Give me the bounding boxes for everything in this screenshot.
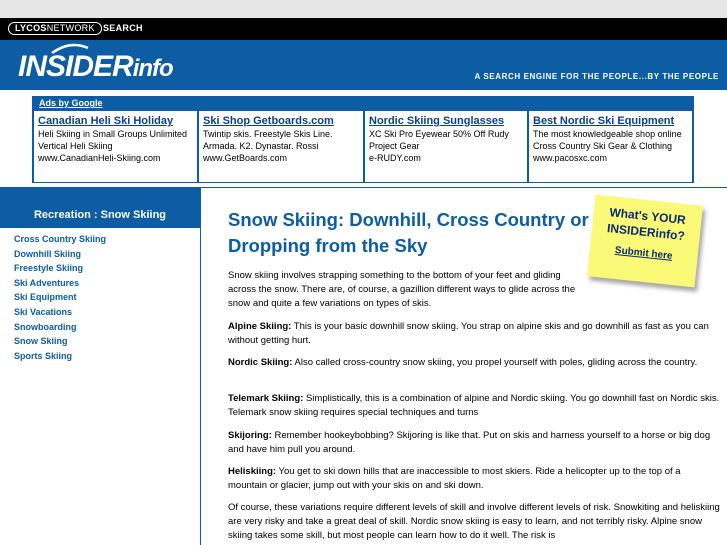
sidebar-item-downhill-skiing[interactable]: Downhill Skiing bbox=[14, 248, 81, 259]
sidebar-item-ski-equipment[interactable]: Ski Equipment bbox=[14, 292, 77, 303]
paragraph-text: Simplistically, this is a combination of alpine and Nordic skiing. You go downhill fast on Nordic skis. Telemark snow skiing requires special techniques and turns bbox=[228, 393, 720, 418]
ad-text: Heli Skiing in Small Groups Unlimited Vertical Heli Skiing bbox=[38, 129, 188, 151]
ad-title-link[interactable]: Best Nordic Ski Equipment bbox=[533, 115, 675, 127]
sidebar-item-snowboarding[interactable]: Snowboarding bbox=[14, 321, 77, 332]
ad-item bbox=[199, 111, 363, 182]
ad-item bbox=[529, 111, 692, 182]
site-banner bbox=[0, 40, 727, 90]
lycos-network-label: NETWORK bbox=[46, 23, 95, 33]
article-paragraph bbox=[228, 429, 720, 457]
sidebar-title: Recreation : Snow Skiing bbox=[33, 209, 167, 221]
paragraph-term: Nordic Skiing: bbox=[228, 357, 293, 368]
sticky-heading-line2: INSIDERinfo? bbox=[606, 221, 686, 244]
ad-title-link[interactable]: Ski Shop Getboards.com bbox=[203, 115, 334, 127]
lycos-search-link[interactable]: SEARCH bbox=[103, 23, 143, 33]
lycos-network-bar bbox=[0, 18, 727, 40]
paragraph-text: Remember hookeybobbing? Skijoring is like that. Put on skis and harness yourself to a horse or big dog and have him pull you around. bbox=[228, 430, 711, 455]
sidebar-item-sports-skiing[interactable]: Sports Skiing bbox=[14, 350, 73, 361]
lycos-brand: LYCOS bbox=[15, 23, 47, 33]
sticky-heading bbox=[591, 203, 702, 246]
ad-text: Twintip skis. Freestyle Skis Line. Armada. K2. Dynastar. Rossi bbox=[203, 129, 333, 151]
ad-item bbox=[365, 111, 527, 182]
ad-url[interactable]: www.CanadianHeli-Skiing.com bbox=[38, 153, 161, 163]
site-tagline: A SEARCH ENGINE FOR THE PEOPLE...BY THE PEOPLE bbox=[474, 72, 719, 81]
ad-url[interactable]: www.GetBoards.com bbox=[203, 153, 288, 163]
paragraph-text: This is your basic downhill snow skiing. You strap on alpine skis and go downhill as fast as you can without getting hurt. bbox=[228, 321, 709, 346]
google-ads-box bbox=[32, 96, 694, 183]
submit-sticky-note bbox=[587, 195, 703, 288]
paragraph-text: You get to ski down hills that are inaccessible to most skiers. Ride a helicopter up to the top of a mountain or glacier, jump out with your skis on and ski down. bbox=[228, 466, 681, 491]
ads-by-google-link[interactable]: Ads by Google bbox=[39, 98, 103, 108]
sidebar-item-ski-vacations[interactable]: Ski Vacations bbox=[14, 306, 73, 317]
ad-title-link[interactable]: Canadian Heli Ski Holiday bbox=[38, 115, 174, 127]
sidebar-header bbox=[0, 188, 200, 228]
paragraph-term: Alpine Skiing: bbox=[228, 321, 292, 332]
article-paragraph bbox=[228, 465, 720, 493]
paragraph-term: Skijoring: bbox=[228, 430, 272, 441]
paragraph-text: Also called cross-country snow skiing, you propel yourself with poles, gliding across the country. bbox=[292, 357, 698, 368]
category-sidebar bbox=[0, 188, 201, 545]
article-paragraph bbox=[228, 356, 720, 370]
article-paragraph bbox=[228, 392, 720, 420]
sidebar-item-freestyle-skiing[interactable]: Freestyle Skiing bbox=[14, 263, 84, 274]
ad-text: The most knowledgeable shop online Cross Country Ski Gear & Clothing bbox=[533, 129, 682, 151]
logo-main: INSIDER bbox=[18, 50, 133, 83]
page-title: Snow Skiing: Downhill, Cross Country or Dropping from the Sky bbox=[228, 209, 589, 256]
sidebar-item-snow-skiing[interactable]: Snow Skiing bbox=[14, 336, 68, 347]
ad-title-link[interactable]: Nordic Skiing Sunglasses bbox=[369, 115, 505, 127]
submit-here-link[interactable]: Submit here bbox=[614, 244, 674, 262]
article-intro: Snow skiing involves strapping something to the bottom of your feet and gliding across the snow. There are, of course, a gazillion different ways to glide across the snow and quite a few variations on types of skis. bbox=[228, 270, 576, 309]
ad-text: XC Ski Pro Eyewear 50% Off Rudy Project Gear bbox=[369, 129, 509, 151]
lycos-network-link[interactable] bbox=[8, 22, 102, 35]
sidebar-item-cross-country-skiing[interactable]: Cross Country Skiing bbox=[14, 234, 107, 244]
logo-suffix: info bbox=[132, 55, 173, 82]
browser-top-strip bbox=[0, 0, 727, 18]
sticky-heading-line1: What's YOUR bbox=[608, 205, 687, 228]
paragraph-term: Heliskiing: bbox=[228, 466, 277, 477]
ads-area bbox=[0, 90, 727, 188]
paragraph-term: Telemark Skiing: bbox=[228, 393, 304, 404]
ad-item bbox=[34, 111, 197, 182]
ad-url[interactable]: www.pacosxc.com bbox=[533, 153, 608, 163]
article-paragraph bbox=[228, 320, 720, 348]
site-logo[interactable] bbox=[18, 50, 173, 84]
sidebar-item-ski-adventures[interactable]: Ski Adventures bbox=[14, 277, 80, 288]
ad-url[interactable]: e-RUDY.com bbox=[369, 153, 421, 163]
sidebar-list bbox=[14, 232, 106, 363]
article-closing: Of course, these variations require different levels of skill and involve different levels of risk. Snowkiting and heliskiing are very risky and take a great deal of skill. Nordic snow skiing is easy to learn, and not terribly risky. Alpine snow skiing takes some skill, but most people can learn how to do it well. The risk is bbox=[228, 502, 720, 541]
